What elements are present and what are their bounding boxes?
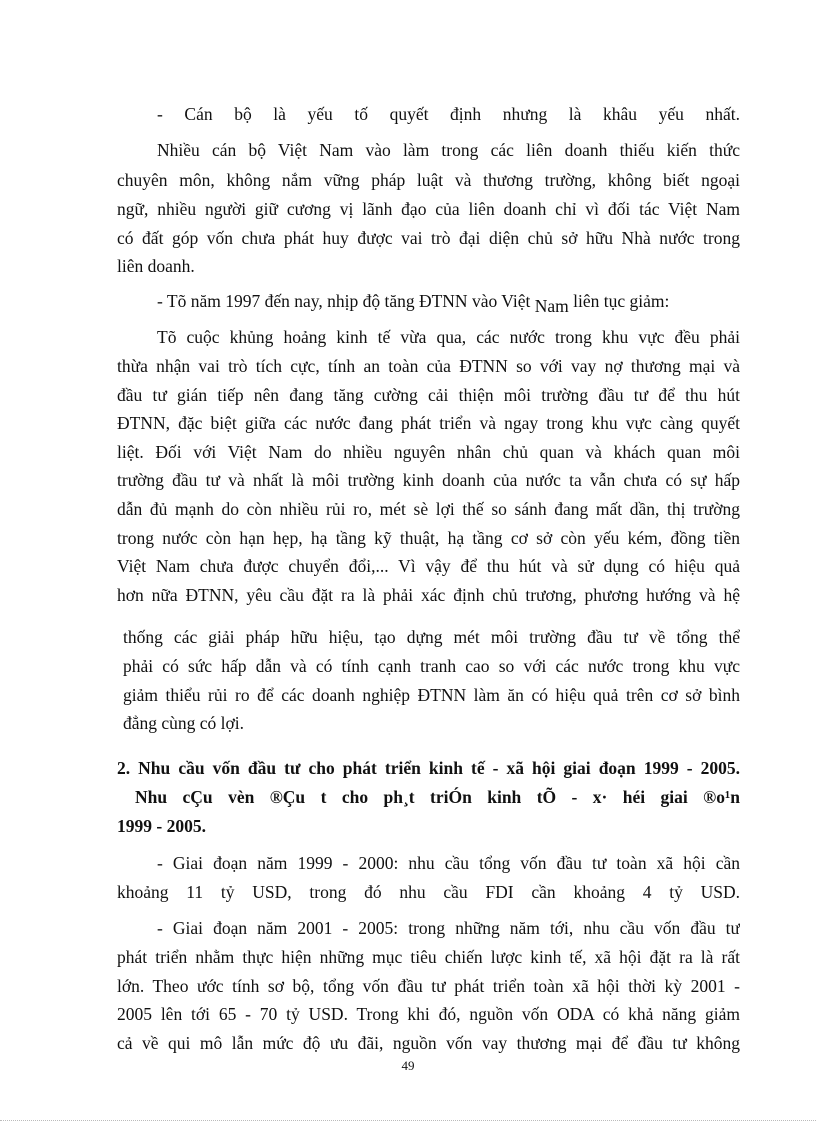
section-heading-garbled: 1999 - 2005.	[117, 816, 206, 836]
text-line: phát triển nhằm thực hiện những mục tiêu chiến lược kinh tế, xã hội đặt ra là rất	[117, 947, 740, 967]
text-segment: - Tõ năm 1997 đến nay, nhịp độ tăng ĐTNN vào Việt	[157, 291, 531, 311]
text-line: đầu tư gián tiếp nên đang tăng cường cải thiện môi trường đầu tư để thu hút	[117, 385, 740, 405]
text-segment: liên tục giảm:	[573, 291, 670, 311]
text-line: cả về qui mô lẫn mức độ ưu đãi, nguồn vốn vay thương mại để đầu tư không	[117, 1033, 740, 1053]
page-number: 49	[401, 1058, 415, 1073]
text-line: thống các giải pháp hữu hiệu, tạo dựng mét môi trường đầu tư về tổng thể	[123, 627, 740, 647]
section-heading-garbled: Nhu cÇu vèn ®Çu t cho ph¸t triÓn kinh tÕ - x· héi giai ®o¹n	[135, 787, 740, 807]
text-line: Việt Nam chưa được chuyển đổi,... Vì vậy để thu hút và sử dụng có hiệu quả	[117, 556, 740, 576]
text-line: thừa nhận vai trò tích cực, tính an toàn của ĐTNN so với vay nợ thương mại và	[117, 356, 740, 376]
text-line: ngữ, nhiều người giữ cương vị lãnh đạo của liên doanh chỉ vì đối tác Việt Nam	[117, 199, 740, 219]
text-line: - Cán bộ là yếu tố quyết định nhưng là khâu yếu nhất.	[157, 104, 740, 124]
text-line: Nhiều cán bộ Việt Nam vào làm trong các liên doanh thiếu kiến thức	[157, 140, 740, 160]
section-heading: 2. Nhu cầu vốn đầu tư cho phát triển kinh tế - xã hội giai đoạn 1999 - 2005.	[117, 758, 740, 778]
text-line: giảm thiểu rủi ro để các doanh nghiệp ĐTNN làm ăn có hiệu quả trên cơ sở bình	[123, 685, 740, 705]
text-line: có đất góp vốn chưa phát huy được vai trò đại diện chủ sở hữu Nhà nước trong	[117, 228, 740, 248]
text-line: dẫn đủ mạnh do còn nhiều rủi ro, mét sè lợi thế so sánh đang mất dần, thị trường	[117, 499, 740, 519]
text-line: lớn. Theo ước tính sơ bộ, tổng vốn đầu tư phát triển toàn xã hội thời kỳ 2001 -	[117, 976, 740, 996]
text-line-heading	[157, 290, 670, 316]
text-line: - Giai đoạn năm 2001 - 2005: trong những năm tới, nhu cầu vốn đầu tư	[157, 918, 740, 938]
text-line: Tõ cuộc khủng hoảng kinh tế vừa qua, các nước trong khu vực đều phải	[157, 327, 740, 347]
text-line: liệt. Đối với Việt Nam do nhiều nguyên nhân chủ quan và khách quan môi	[117, 442, 740, 462]
text-line: 2005 lên tới 65 - 70 tỷ USD. Trong khi đó, nguồn vốn ODA có khả năng giảm	[117, 1004, 740, 1024]
page-edge-divider	[0, 1120, 816, 1121]
text-line: ĐTNN, đặc biệt giữa các nước đang phát triển và ngay trong khu vực càng quyết	[117, 413, 740, 433]
text-line: hơn nữa ĐTNN, yêu cầu đặt ra là phải xác định chủ trương, phương hướng và hệ	[117, 585, 740, 605]
text-line: - Giai đoạn năm 1999 - 2000: nhu cầu tổng vốn đầu tư toàn xã hội cần	[157, 853, 740, 873]
text-segment-subscript: Nam	[534, 296, 569, 316]
text-line: đẳng cùng có lợi.	[123, 713, 245, 733]
text-line: khoảng 11 tỷ USD, trong đó nhu cầu FDI cần khoảng 4 tỷ USD.	[117, 882, 740, 902]
text-line: phải có sức hấp dẫn và có tính cạnh tranh cao so với các nước trong khu vực	[123, 656, 740, 676]
text-line: trong nước còn hạn hẹp, hạ tầng kỹ thuật, hạ tầng cơ sở còn yếu kém, đồng tiền	[117, 528, 740, 548]
text-line: trường đầu tư và nhất là môi trường kinh doanh của nước ta vẫn chưa có sự hấp	[117, 470, 740, 490]
text-line: chuyên môn, không nắm vững pháp luật và thương trường, không biết ngoại	[117, 170, 740, 190]
text-line: liên doanh.	[117, 256, 195, 276]
